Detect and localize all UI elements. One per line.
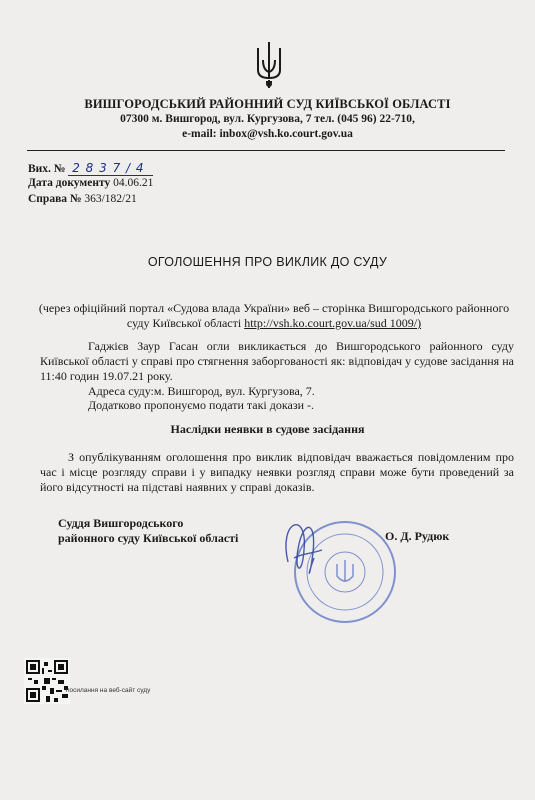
date-value: 04.06.21: [113, 177, 154, 189]
document-title: ОГОЛОШЕННЯ ПРО ВИКЛИК ДО СУДУ: [147, 255, 388, 269]
trident-icon: [254, 40, 284, 90]
court-website-link[interactable]: http://vsh.ko.court.gov.ua/sud 1009/): [244, 316, 422, 330]
document-date-row: [28, 177, 153, 189]
judge-title-line1: Суддя Вишгородського: [58, 516, 184, 530]
case-value: 363/182/21: [84, 193, 137, 205]
portal-note: [34, 301, 514, 331]
court-name: ВИШГОРОДСЬКИЙ РАЙОННИЙ СУД КИЇВСЬКОЇ ОБЛАСТІ: [84, 97, 451, 111]
qr-code-icon[interactable]: [24, 658, 70, 704]
qr-caption: посилання на веб-сайт суду: [66, 687, 151, 694]
date-label: Дата документу: [28, 177, 111, 189]
court-email: e-mail: inbox@vsh.ko.court.gov.ua: [182, 128, 353, 140]
summons-paragraph: Гаджієв Заур Гасан огли викликається до Вишгородського районного суду Київської області у справі про стягнення заборгованості як: відповідач у судове засідання на 11:40 годин 19.07.21 року.: [40, 339, 514, 383]
header-divider: [27, 150, 505, 151]
outgoing-label: Вих. №: [28, 163, 66, 175]
consequences-paragraph: З опублікуванням оголошення про виклик відповідач вважається повідомленим про час і місце розгляду справи і у випадку неявки розгляд справи може бути проведений за його відсутності на підставі наявних у справі доказів.: [40, 450, 514, 494]
court-address-paragraph: Адреса суду:м. Вишгород, вул. Кургузова, 7.: [88, 384, 315, 398]
case-label: Справа №: [28, 193, 82, 205]
outgoing-number: 2 8 3 7 / 4: [72, 161, 145, 175]
judge-title-line2: районного суду Київської області: [58, 531, 239, 545]
evidence-paragraph: Додатково пропонуємо подати такі докази -.: [88, 398, 315, 412]
outgoing-number-row: [28, 161, 153, 175]
portal-text: (через офіційний портал «Судова влада України» веб – сторінка Вишгородського районного суду Київської області: [38, 301, 510, 330]
court-address: 07300 м. Вишгород, вул. Кургузова, 7 тел. (045 96) 22-710,: [120, 113, 415, 125]
case-number-row: [28, 193, 137, 205]
court-seal-icon: [270, 500, 400, 630]
judge-name: О. Д. Рудюк: [385, 529, 450, 543]
consequences-heading: Наслідки неявки в судове засідання: [170, 422, 365, 436]
